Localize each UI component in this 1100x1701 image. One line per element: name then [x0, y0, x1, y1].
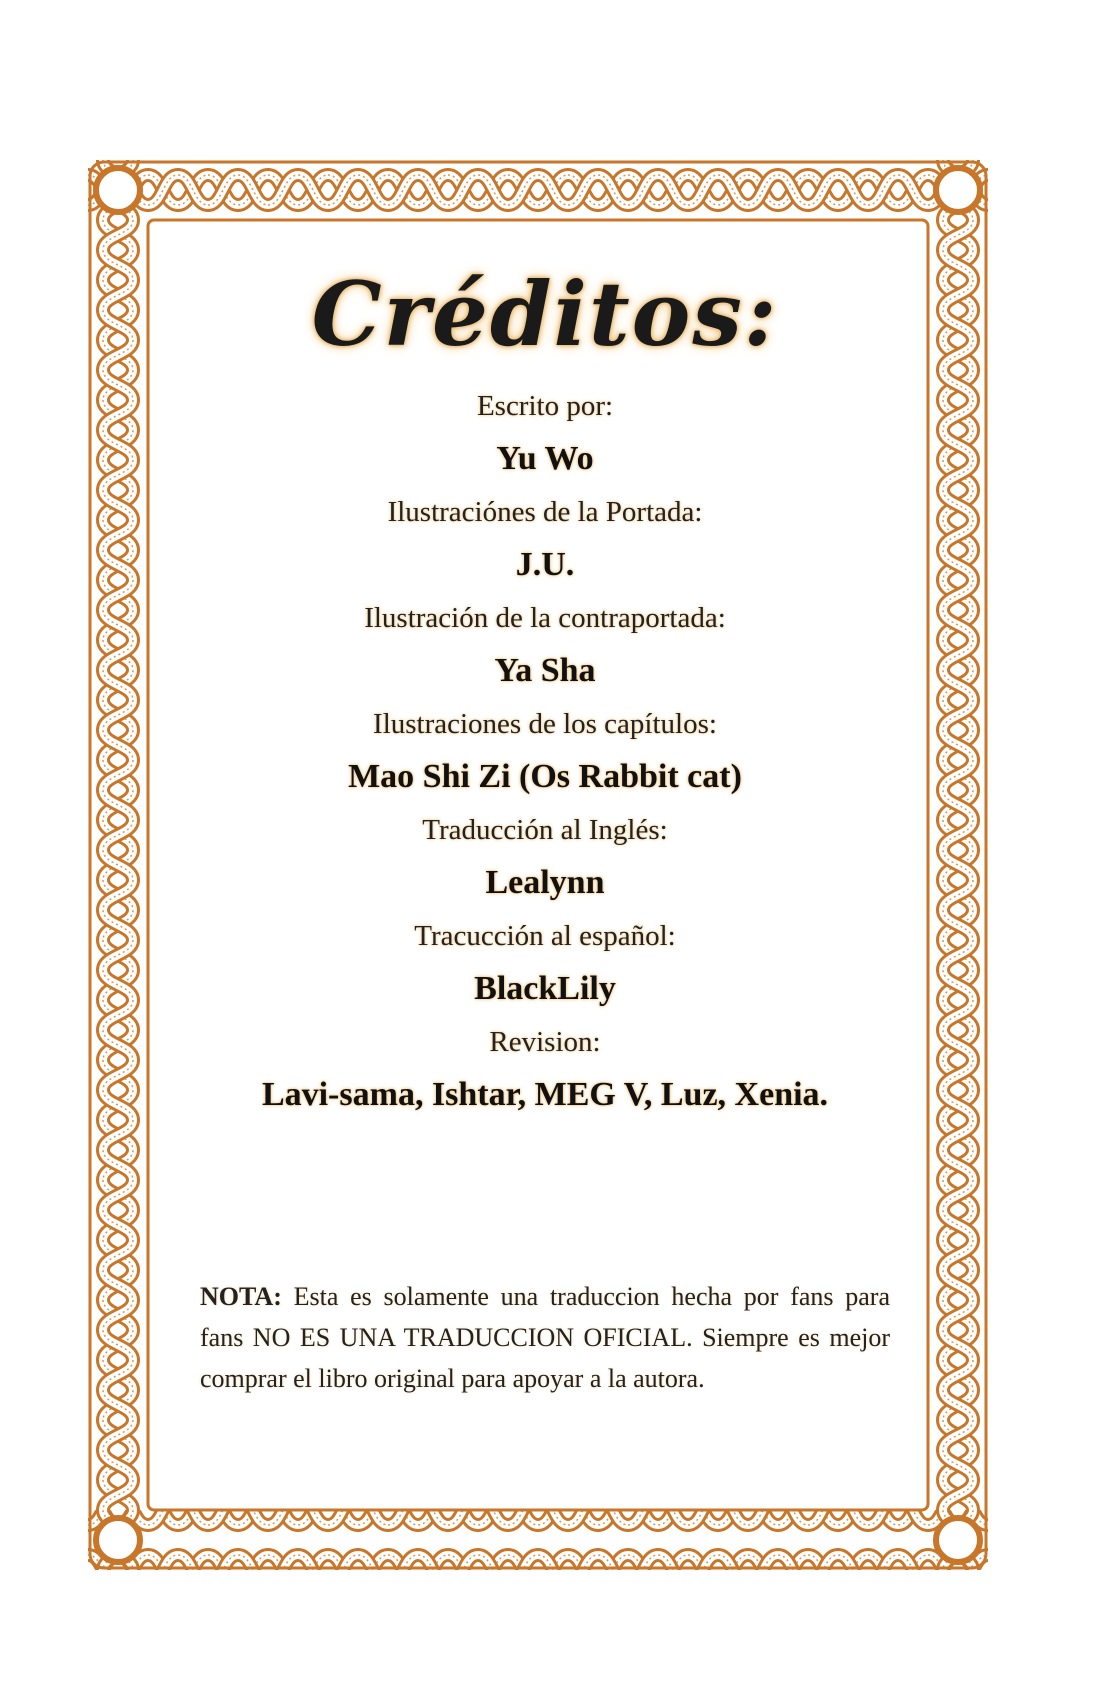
credit-item-revision [180, 1016, 910, 1122]
credits-content [180, 262, 910, 1122]
note-label: NOTA: [200, 1282, 282, 1311]
credit-value: Yu Wo [496, 440, 594, 477]
credit-item-cover-illustration [180, 486, 910, 592]
credit-value: J.U. [515, 546, 575, 583]
credit-label: Ilustración de la contraportada: [364, 602, 726, 634]
page-title: Créditos: [311, 262, 779, 366]
credit-value: BlackLily [474, 970, 616, 1007]
credit-value: Lealynn [485, 864, 605, 901]
credit-label: Revision: [489, 1026, 601, 1058]
credit-item-back-cover-illustration [180, 592, 910, 698]
credit-label: Escrito por: [476, 390, 614, 422]
disclaimer-note [200, 1276, 890, 1399]
credit-label: Ilustraciones de los capítulos: [373, 708, 717, 740]
credit-item-author [180, 380, 910, 486]
credit-item-spanish-translation [180, 910, 910, 1016]
credit-value: Ya Sha [494, 652, 596, 689]
credit-value: Mao Shi Zi (Os Rabbit cat) [348, 758, 742, 795]
credit-value: Lavi-sama, Ishtar, MEG V, Luz, Xenia. [261, 1076, 829, 1113]
note-text: Esta es solamente una traduccion hecha por fans para fans NO ES UNA TRADUCCION OFICIAL. Siempre es mejor comprar el libro original para apoyar a la autora. [200, 1282, 890, 1393]
credit-item-english-translation [180, 804, 910, 910]
credit-label: Ilustraciónes de la Portada: [387, 496, 703, 528]
credit-item-chapter-illustrations [180, 698, 910, 804]
credit-label: Tracucción al español: [414, 920, 676, 952]
credit-label: Traducción al Inglés: [422, 814, 668, 846]
